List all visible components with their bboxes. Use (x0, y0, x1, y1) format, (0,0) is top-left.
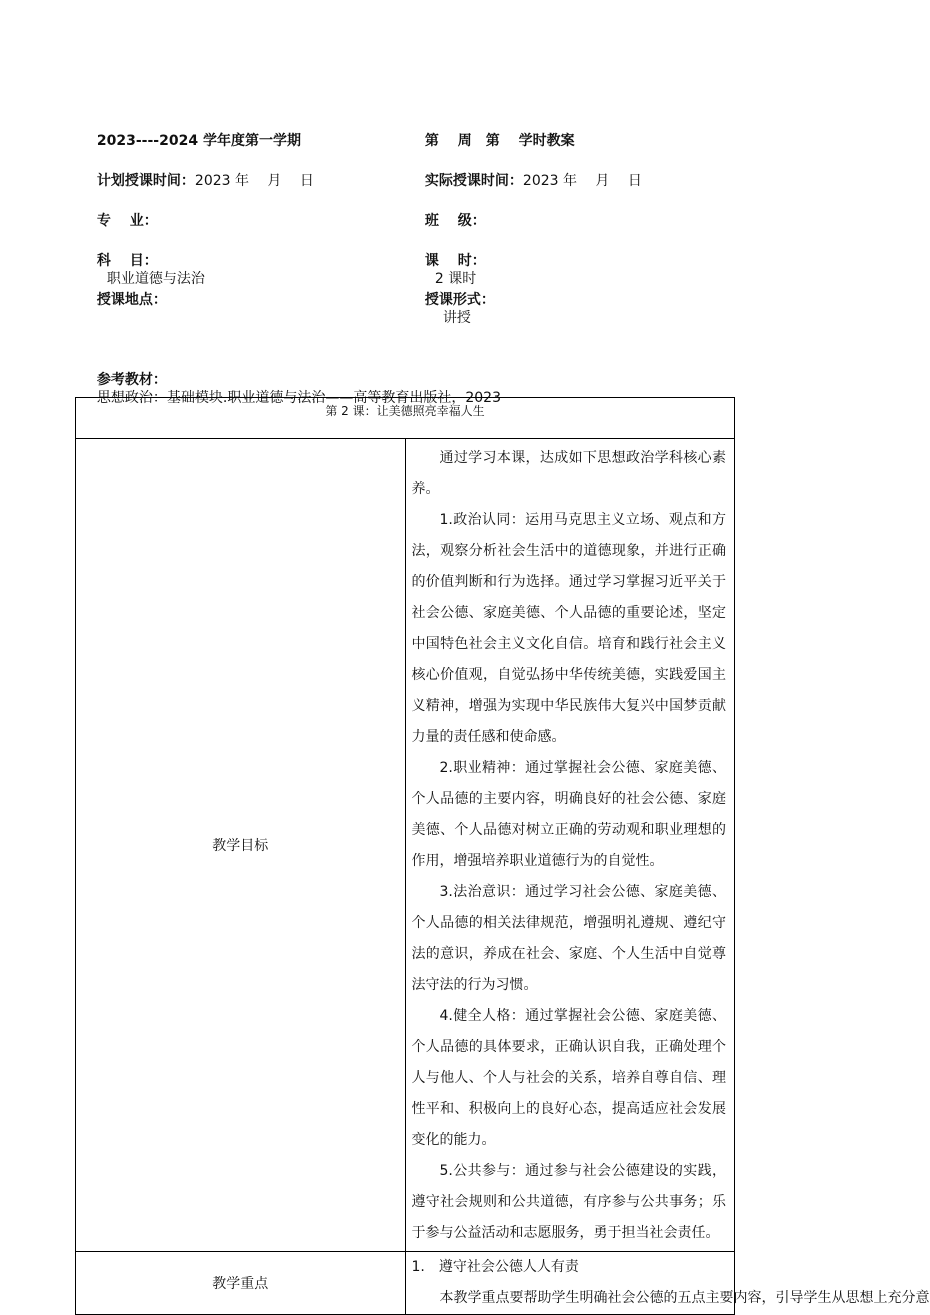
lesson-title: 第 2 课：让美德照亮幸福人生 (325, 404, 485, 418)
week-text: 第 周 第 学时教案 (424, 133, 575, 149)
plan-time-label: 计划授课时间： (96, 173, 195, 189)
reference-value: 思想政治：基础模块.职业道德与法治——高等教育出版社，2023 (96, 390, 501, 406)
focus-item-1-desc: 本教学重点要帮助学生明确社会公德的五点主要内容，引导学生从思想上充分意 (439, 1290, 930, 1306)
plan-time-value: 2023 年 月 日 (194, 173, 314, 189)
hours-label: 课 时： (424, 253, 486, 269)
focus-label: 教学重点 (76, 1252, 406, 1315)
goals-content (405, 439, 735, 1252)
goals-intro: 通过学习本课，达成如下思想政治学科核心素养。 (411, 450, 726, 497)
goal-sound-personality: 4.健全人格：通过掌握社会公德、家庭美德、个人品德的具体要求，正确认识自我，正确处理个人与他人、个人与社会的关系，培养自尊自信、理性平和、积极向上的良好心态，提高适应社会发展变化的能力。 (411, 1008, 726, 1148)
class-row (416, 194, 486, 230)
lesson-plan-table (75, 397, 930, 1315)
term-text: 2023----2024 学年度第一学期 (96, 133, 301, 149)
goal-public-participation: 5.公共参与：通过参与社会公德建设的实践，遵守社会规则和公共道德，有序参与公共事务；乐于参与公益活动和志愿服务，勇于担当社会责任。 (411, 1163, 726, 1241)
term-heading (88, 114, 301, 150)
form-row (416, 273, 495, 327)
hours-value: 2 课时 (434, 271, 477, 287)
actual-time-row (416, 154, 642, 190)
place-label: 授课地点： (96, 292, 167, 308)
week-heading (416, 114, 575, 150)
goals-row (76, 439, 735, 1252)
lesson-title-cell (76, 398, 735, 439)
plan-time-row (88, 154, 314, 190)
place-row (88, 273, 167, 309)
focus-row (76, 1252, 735, 1315)
subject-value: 职业道德与法治 (106, 271, 205, 287)
reference-label: 参考教材： (96, 372, 167, 388)
major-row (88, 194, 158, 230)
table-title-row (76, 398, 735, 439)
subject-label: 科 目： (96, 253, 158, 269)
focus-content (405, 1252, 930, 1315)
goal-political-identity: 1.政治认同：运用马克思主义立场、观点和方法，观察分析社会生活中的道德现象，并进行正确的价值判断和行为选择。通过学习掌握习近平关于社会公德、家庭美德、个人品德的重要论述，坚定中国特色社会主义文化自信。培育和践行社会主义核心价值观，自觉弘扬中华传统美德，实践爱国主义精神，增强为实现中华民族伟大复兴中国梦贡献力量的责任感和使命感。 (411, 512, 726, 745)
goal-legal-awareness: 3.法治意识：通过学习社会公德、家庭美德、个人品德的相关法律规范，增强明礼遵规、遵纪守法的意识，养成在社会、家庭、个人生活中自觉尊法守法的行为习惯。 (411, 884, 726, 993)
form-label: 授课形式： (424, 292, 495, 308)
class-label: 班 级： (424, 213, 486, 229)
actual-time-label: 实际授课时间： (424, 173, 523, 189)
major-label: 专 业： (96, 213, 158, 229)
actual-time-value: 2023 年 月 日 (522, 173, 642, 189)
focus-item-1: 1. 遵守社会公德人人有责 (411, 1259, 579, 1275)
goals-label: 教学目标 (76, 439, 406, 1252)
goal-professional-spirit: 2.职业精神：通过掌握社会公德、家庭美德、个人品德的主要内容，明确良好的社会公德、家庭美德、个人品德对树立正确的劳动观和职业理想的作用，增强培养职业道德行为的自觉性。 (411, 760, 726, 869)
form-value: 讲授 (442, 310, 471, 326)
